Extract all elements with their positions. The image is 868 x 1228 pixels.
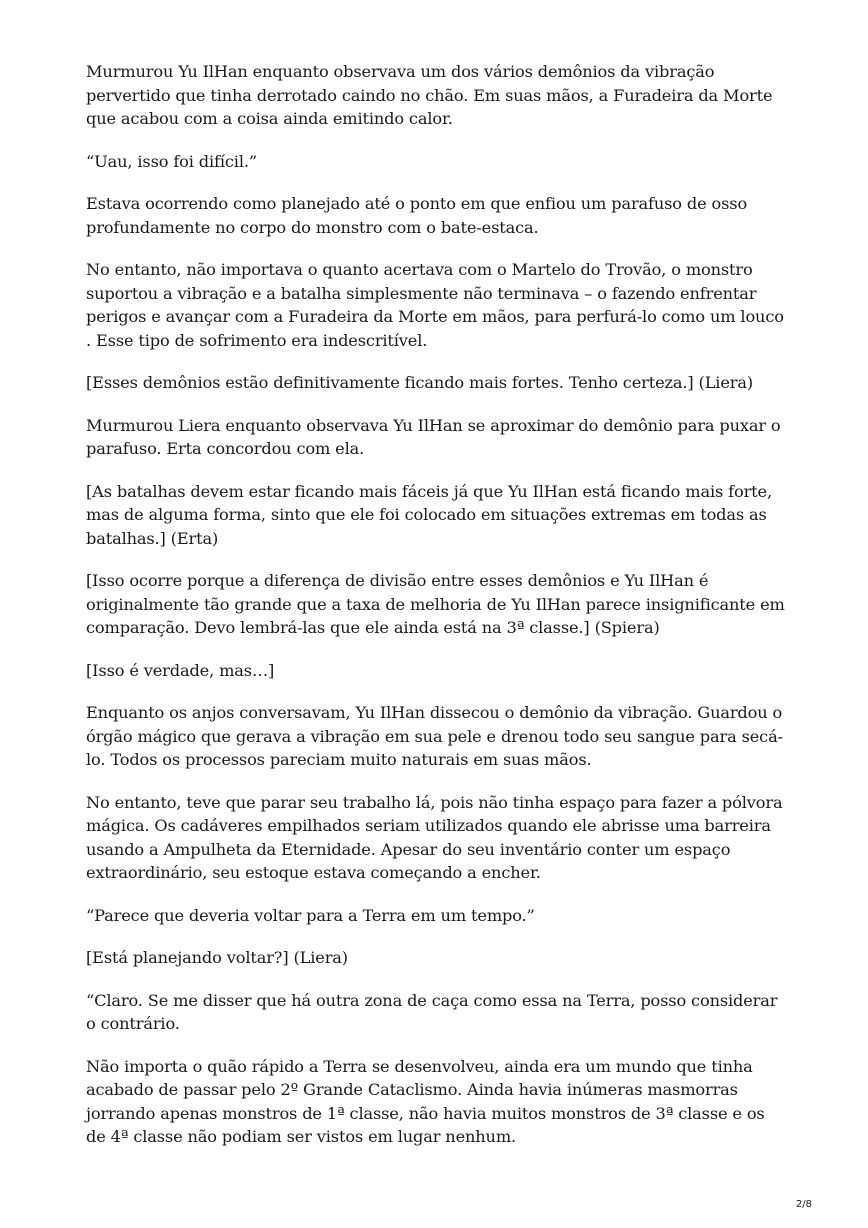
paragraph: [As batalhas devem estar ficando mais fáceis já que Yu IlHan está ficando mais forte, mas de alguma forma, sinto que ele foi colocado em situações extremas em todas as batalhas.] (Erta) [86,481,772,548]
paragraph: [Isso ocorre porque a diferença de divisão entre esses demônios e Yu IlHan é originalmente tão grande que a taxa de melhoria de Yu IlHan parece insignificante em comparação. Devo lembrá-las que ele ainda está na 3ª classe.] (Spiera) [86,571,785,637]
paragraph: [Esses demônios estão definitivamente ficando mais fortes. Tenho certeza.] (Liera) [86,373,754,392]
document-body [86,60,786,1168]
paragraph: Enquanto os anjos conversavam, Yu IlHan dissecou o demônio da vibração. Guardou o órgão mágico que gerava a vibração em sua pele e drenou todo seu sangue para secá-lo. Todos os processos pareciam muito naturais em suas mãos. [86,703,783,769]
paragraph: “Parece que deveria voltar para a Terra em um tempo.” [86,905,535,925]
paragraph: “Claro. Se me disser que há outra zona de caça como essa na Terra, posso considerar o contrário. [86,990,778,1033]
paragraph: [Isso é verdade, mas…] [86,660,275,680]
paragraph: Não importa o quão rápido a Terra se desenvolveu, ainda era um mundo que tinha acabado de passar pelo 2º Grande Cataclismo. Ainda havia inúmeras masmorras jorrando apenas monstros de 1ª classe, não havia muitos monstros de 3ª classe e os de 4ª classe não podiam ser vistos em lugar nenhum. [86,1056,765,1146]
paragraph: Murmurou Yu IlHan enquanto observava um dos vários demônios da vibração pervertido que tinha derrotado caindo no chão. Em suas mãos, a Furadeira da Morte que acabou com a coisa ainda emitindo calor. [86,62,773,128]
paragraph: [Está planejando voltar?] (Liera) [86,948,348,967]
paragraph: No entanto, não importava o quanto acertava com o Martelo do Trovão, o monstro suportou a vibração e a batalha simplesmente não terminava – o fazendo enfrentar perigos e avançar com a Furadeira da Morte em mãos, para perfurá-lo como um louco . Esse tipo de sofrimento era indescritível. [86,260,784,350]
paragraph: “Uau, isso foi difícil.” [86,151,257,171]
paragraph: Estava ocorrendo como planejado até o ponto em que enfiou um parafuso de osso profundamente no corpo do monstro com o bate-estaca. [86,194,748,237]
paragraph: No entanto, teve que parar seu trabalho lá, pois não tinha espaço para fazer a pólvora mágica. Os cadáveres empilhados seriam utilizados quando ele abrisse uma barreira usando a Ampulheta da Eternidade. Apesar do seu inventário conter um espaço extraordinário, seu estoque estava começando a encher. [86,792,783,882]
page-number: 2/8 [795,1199,812,1210]
paragraph: Murmurou Liera enquanto observava Yu IlHan se aproximar do demônio para puxar o parafuso. Erta concordou com ela. [86,415,781,458]
